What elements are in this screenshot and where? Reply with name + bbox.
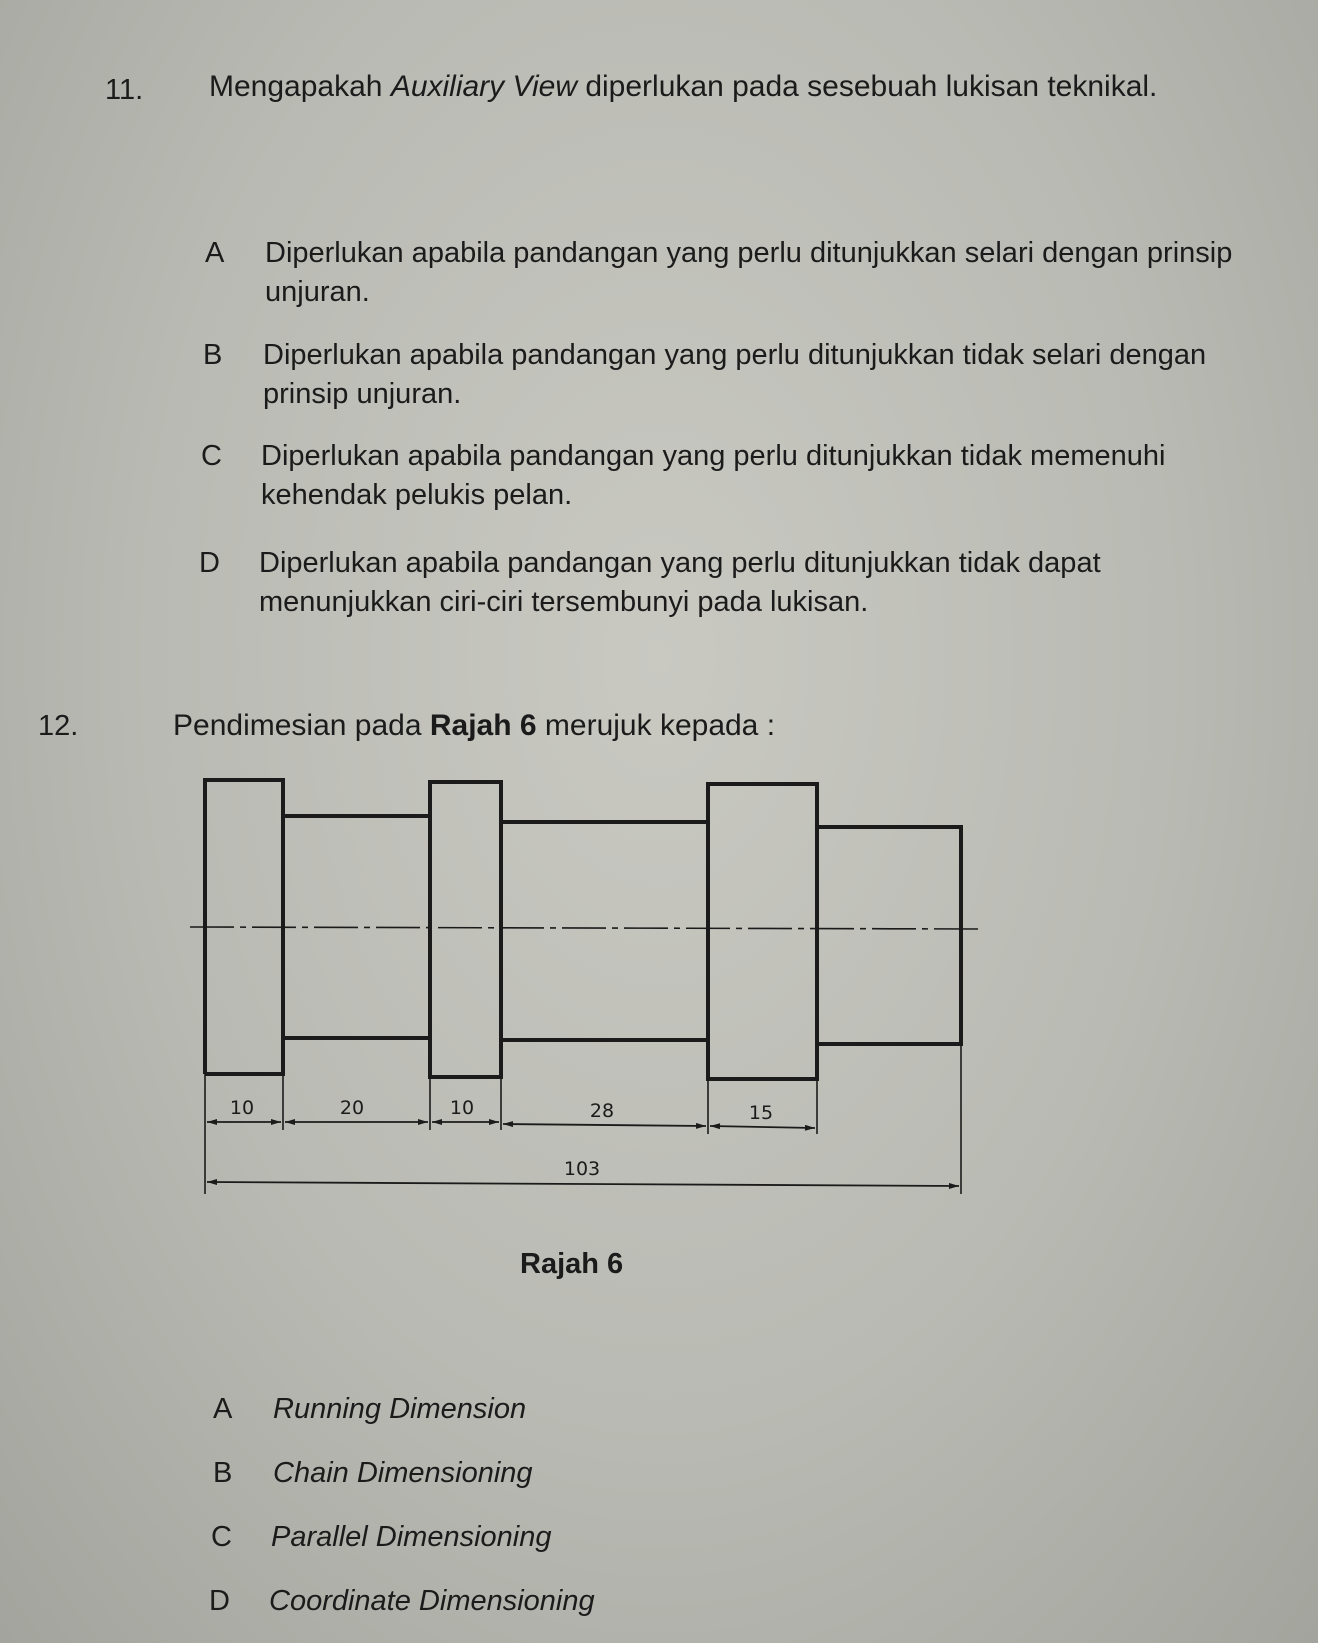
question-11-stem-after: diperlukan pada sesebuah lukisan teknikal. xyxy=(577,70,1158,103)
option-text: Diperlukan apabila pandangan yang perlu ditunjukkan tidak selari dengan prinsip unjuran. xyxy=(263,339,1207,410)
q12-option-a[interactable] xyxy=(213,1390,913,1429)
question-11-number: 11. xyxy=(105,74,144,106)
question-12-stem-after: merujuk kepada : xyxy=(536,709,776,742)
q11-option-b[interactable] xyxy=(203,336,1243,414)
option-letter: D xyxy=(199,547,220,579)
dimension-label-1: 10 xyxy=(229,1097,255,1119)
figure-caption: Rajah 6 xyxy=(520,1248,624,1280)
option-text: Parallel Dimensioning xyxy=(271,1521,552,1553)
center-line xyxy=(190,927,980,929)
dimension-line-4 xyxy=(503,1124,706,1126)
overall-dimension-line xyxy=(207,1182,959,1186)
dimension-label-2: 20 xyxy=(339,1097,365,1119)
overall-dimension-label: 103 xyxy=(563,1158,601,1180)
dimension-line-5 xyxy=(710,1126,815,1128)
option-text: Diperlukan apabila pandangan yang perlu ditunjukkan tidak dapat menunjukkan ciri-ciri tersembunyi pada lukisan. xyxy=(259,547,1101,618)
shaft-profile xyxy=(205,780,961,1079)
dimension-label-5: 15 xyxy=(748,1102,774,1124)
q12-option-b[interactable] xyxy=(213,1454,913,1493)
dimension-label-3: 10 xyxy=(449,1097,475,1119)
option-text: Running Dimension xyxy=(273,1393,527,1425)
option-text: Diperlukan apabila pandangan yang perlu ditunjukkan tidak memenuhi kehendak pelukis pelan. xyxy=(261,440,1166,511)
option-letter: A xyxy=(213,1393,233,1425)
question-12-stem xyxy=(173,707,775,745)
dimension-label-4: 28 xyxy=(589,1100,615,1122)
q12-option-c[interactable] xyxy=(211,1518,911,1557)
question-11-stem-before: Mengapakah xyxy=(209,70,391,103)
option-letter: B xyxy=(213,1457,233,1489)
option-letter: D xyxy=(209,1585,230,1617)
shaft-outline xyxy=(205,780,961,1079)
q11-option-c[interactable] xyxy=(201,437,1281,515)
question-11-stem-italic: Auxiliary View xyxy=(390,70,577,103)
option-letter: C xyxy=(211,1521,232,1553)
option-letter: A xyxy=(205,237,225,269)
q11-option-a[interactable] xyxy=(205,234,1255,312)
shaft-drawing xyxy=(190,772,990,1212)
option-text: Coordinate Dimensioning xyxy=(269,1585,595,1617)
option-letter: B xyxy=(203,339,223,371)
q12-option-d[interactable] xyxy=(209,1582,909,1621)
question-12-number: 12. xyxy=(38,710,79,742)
option-letter: C xyxy=(201,440,222,472)
option-text: Diperlukan apabila pandangan yang perlu ditunjukkan selari dengan prinsip unjuran. xyxy=(265,237,1233,308)
question-11-stem xyxy=(209,68,1157,106)
question-12-stem-bold: Rajah 6 xyxy=(429,709,537,742)
option-text: Chain Dimensioning xyxy=(273,1457,533,1489)
q11-option-d[interactable] xyxy=(199,544,1219,622)
question-12-stem-before: Pendimesian pada xyxy=(173,709,430,742)
